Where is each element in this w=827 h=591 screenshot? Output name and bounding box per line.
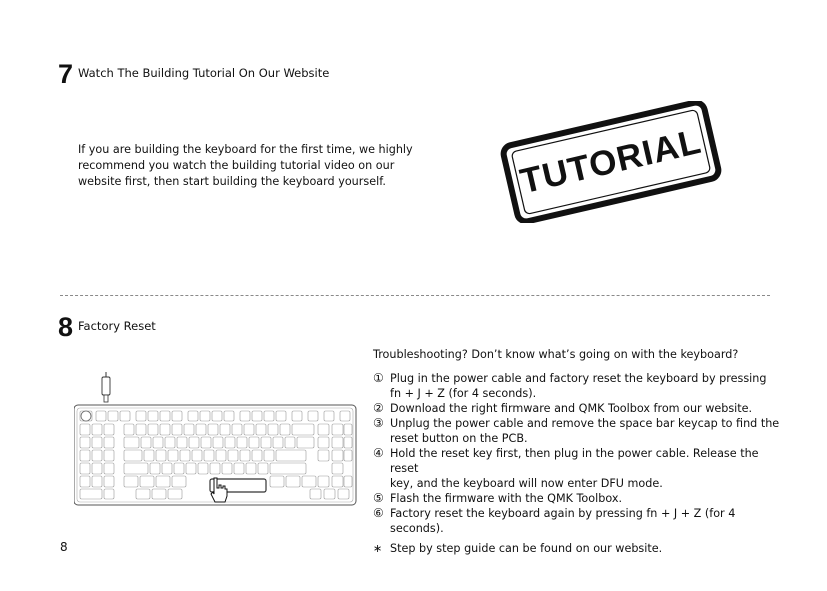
- keycap: [80, 450, 90, 461]
- keycap: [249, 437, 259, 448]
- keycap: [258, 463, 268, 474]
- note-marker: ∗: [373, 542, 383, 555]
- keycap: [276, 411, 286, 421]
- keycap: [148, 424, 158, 435]
- step-marker: ②: [373, 401, 384, 415]
- keycap: [234, 463, 244, 474]
- keycap: [124, 437, 139, 448]
- step-text: Download the right firmware and QMK Toolbox from our website.: [390, 402, 753, 415]
- note-text: Step by step guide can be found on our website.: [390, 542, 663, 555]
- keycap: [150, 463, 160, 474]
- keycap: [136, 489, 150, 499]
- keycap: [104, 463, 114, 474]
- keycap: [136, 411, 146, 421]
- keycap: [264, 450, 274, 461]
- step-marker: ①: [373, 371, 384, 385]
- keycap: [196, 424, 206, 435]
- keycap: [344, 424, 352, 435]
- keycap: [285, 437, 295, 448]
- page-number: 8: [60, 540, 68, 554]
- keycap: [96, 411, 106, 421]
- keycap: [186, 463, 196, 474]
- step-item: [373, 371, 783, 401]
- keycap: [324, 411, 334, 421]
- keycap: [252, 450, 262, 461]
- keycap: [172, 411, 182, 421]
- keycap: [165, 437, 175, 448]
- keycap: [104, 476, 114, 487]
- keycap: [310, 489, 321, 499]
- keycap: [212, 411, 222, 421]
- keycap: [302, 476, 316, 487]
- section-7-title: Watch The Building Tutorial On Our Website: [78, 66, 330, 80]
- keycap: [324, 489, 335, 499]
- keycap: [80, 463, 90, 474]
- keycap: [240, 411, 250, 421]
- keycap: [256, 424, 266, 435]
- keycap: [276, 450, 306, 461]
- step-text: Hold the reset key first, then plug in the power cable. Release the reset: [390, 447, 759, 475]
- keycap: [237, 437, 247, 448]
- rotary-knob: [81, 411, 91, 421]
- keycap: [80, 489, 102, 499]
- keycap: [261, 437, 271, 448]
- keycap: [222, 463, 232, 474]
- keycap: [177, 437, 187, 448]
- step-marker: ④: [373, 446, 384, 460]
- keycap: [188, 411, 198, 421]
- step-text: Factory reset the keyboard again by pressing fn + J + Z (for 4 seconds).: [390, 507, 736, 535]
- keycap: [286, 476, 300, 487]
- keyboard-drawing: [74, 372, 358, 506]
- keycap: [124, 450, 142, 461]
- keycap: [168, 450, 178, 461]
- keycap: [246, 463, 256, 474]
- keycap: [152, 489, 166, 499]
- keycap: [184, 424, 194, 435]
- keycap: [80, 437, 90, 448]
- step-item: [373, 506, 783, 536]
- keycap: [124, 463, 148, 474]
- keycap: [297, 437, 314, 448]
- section-8-number: 8: [58, 312, 74, 342]
- stamp-text: TUTORIAL: [516, 121, 706, 202]
- paragraph-line: website first, then start building the keyboard yourself.: [78, 175, 386, 188]
- keycap: [240, 450, 250, 461]
- keycap: [264, 411, 274, 421]
- keycap: [244, 424, 254, 435]
- keycap: [92, 463, 102, 474]
- step-item: [373, 416, 783, 446]
- step-marker: ⑥: [373, 506, 384, 520]
- keycap: [104, 424, 114, 435]
- keycap: [172, 424, 182, 435]
- keycap: [292, 424, 314, 435]
- section-divider: [60, 295, 770, 296]
- keycap: [160, 411, 170, 421]
- keycap: [140, 476, 154, 487]
- keycap: [153, 437, 163, 448]
- keycap: [224, 411, 234, 421]
- keycap: [104, 437, 114, 448]
- keycap: [120, 411, 130, 421]
- keycap: [200, 411, 210, 421]
- keycap: [280, 424, 290, 435]
- keycap: [198, 463, 208, 474]
- keycap: [80, 424, 90, 435]
- keycap: [210, 463, 220, 474]
- keycap: [180, 450, 190, 461]
- step-marker: ⑤: [373, 491, 384, 505]
- keycap: [136, 424, 146, 435]
- keycap: [174, 463, 184, 474]
- section-7-paragraph: [78, 142, 438, 190]
- keycap: [156, 450, 166, 461]
- keycap: [338, 489, 349, 499]
- keycap: [340, 411, 350, 421]
- step-marker: ③: [373, 416, 384, 430]
- keycap: [162, 463, 172, 474]
- paragraph-line: recommend you watch the building tutorial video on our: [78, 159, 395, 172]
- keycap: [124, 424, 134, 435]
- keycap: [80, 476, 90, 487]
- keycap: [232, 424, 242, 435]
- keycap: [344, 450, 352, 461]
- keycap: [332, 463, 343, 474]
- keycap: [318, 437, 329, 448]
- keycap: [318, 476, 329, 487]
- keycap: [332, 424, 343, 435]
- keycap: [104, 489, 114, 499]
- keycap: [156, 476, 170, 487]
- keycap: [220, 424, 230, 435]
- keycap: [213, 437, 223, 448]
- keycap: [308, 411, 318, 421]
- keycap: [216, 450, 226, 461]
- troubleshooting-intro: Troubleshooting? Don’t know what’s going on with the keyboard?: [373, 348, 739, 361]
- keycap: [318, 424, 329, 435]
- paragraph-line: If you are building the keyboard for the first time, we highly: [78, 143, 413, 156]
- tutorial-stamp: [498, 101, 724, 223]
- website-note: [373, 541, 783, 556]
- keycap: [273, 437, 283, 448]
- keycap: [332, 450, 343, 461]
- section-8-title: Factory Reset: [78, 319, 156, 333]
- keycap: [252, 411, 262, 421]
- keycap: [168, 489, 182, 499]
- step-text: reset button on the PCB.: [390, 432, 528, 445]
- keycap: [148, 411, 158, 421]
- keycap: [268, 424, 278, 435]
- keyboard-illustration: [74, 372, 358, 506]
- keycap: [332, 476, 343, 487]
- step-text: key, and the keyboard will now enter DFU mode.: [390, 477, 663, 490]
- keycap: [92, 450, 102, 461]
- step-text: Unplug the power cable and remove the space bar keycap to find the: [390, 417, 780, 430]
- keycap: [225, 437, 235, 448]
- keycap: [92, 437, 102, 448]
- keycap: [204, 450, 214, 461]
- keycap: [124, 476, 138, 487]
- keycap: [141, 437, 151, 448]
- keycap: [192, 450, 202, 461]
- keycap: [92, 476, 102, 487]
- step-text: Plug in the power cable and factory reset the keyboard by pressing: [390, 372, 767, 385]
- keycap: [208, 424, 218, 435]
- step-item: [373, 401, 783, 416]
- keycap: [344, 437, 352, 448]
- keycap: [189, 437, 199, 448]
- step-text: Flash the firmware with the QMK Toolbox.: [390, 492, 623, 505]
- keycap: [201, 437, 211, 448]
- keycap: [108, 411, 118, 421]
- step-item: [373, 491, 783, 506]
- keycap: [270, 476, 284, 487]
- usb-cable-icon: [102, 372, 110, 402]
- keycap: [144, 450, 154, 461]
- reset-steps-list: [373, 371, 783, 556]
- keycap: [92, 424, 102, 435]
- keycap: [270, 463, 306, 474]
- step-item: [373, 446, 783, 491]
- keycap: [318, 450, 329, 461]
- keycap: [292, 411, 302, 421]
- keycap: [344, 476, 352, 487]
- section-7-number: 7: [58, 59, 74, 89]
- keycap: [228, 450, 238, 461]
- keycap: [104, 450, 114, 461]
- keycap: [160, 424, 170, 435]
- step-text: fn + J + Z (for 4 seconds).: [390, 387, 537, 400]
- keycap: [172, 476, 186, 487]
- keycap: [332, 437, 343, 448]
